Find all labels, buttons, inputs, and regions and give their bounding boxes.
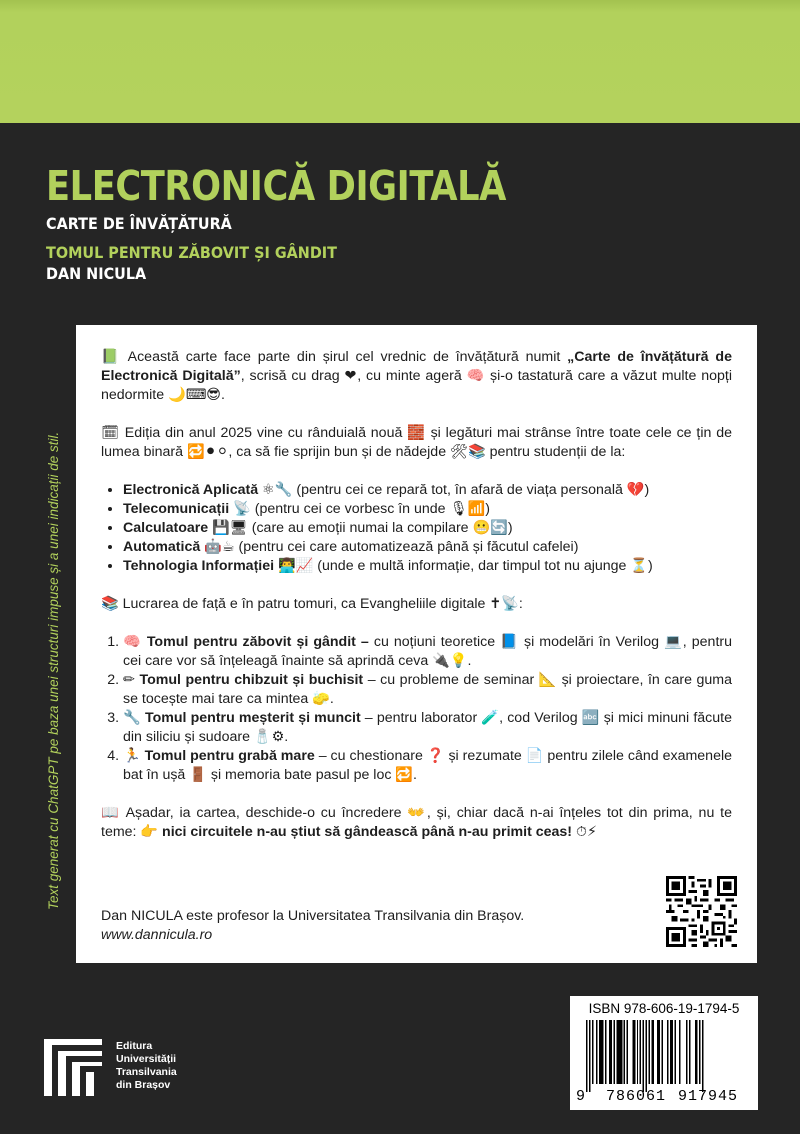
- program-desc: ⚛🔧 (pentru cei ce repară tot, în afară de viața personală 💔): [258, 482, 650, 498]
- edition-paragraph: 🗓 Ediția din anul 2025 vine cu rânduială nouă 🧱 și legături mai strânse între toate cele ce țin de lumea binară 🔁⚫⚪, ca să fie sprijin bun și de nădejde 🛠📚 pentru studenții de la:: [101, 425, 732, 460]
- volume-desc: cu noțiuni teoretice 📘 și modelări în Verilog 💻, pentru cei care vor să înțeleagă înainte să aprindă ceva 🔌💡.: [123, 634, 732, 669]
- publisher-line: Transilvania: [116, 1066, 177, 1078]
- program-name: Electronică Aplicată: [123, 482, 259, 498]
- intro-text: Această carte face parte din șirul cel vrednic de învățătură numit: [121, 349, 568, 365]
- list-item: [123, 519, 732, 538]
- volume-desc: – cu chestionare ❓ și rezumate 📄 pentru zilele când examenele bat în ușă 🚪 și memoria bate pasul pe loc 🔁.: [123, 748, 733, 783]
- intro-paragraph: [101, 348, 732, 405]
- program-desc: 📡 (pentru cei ce vorbesc în unde 🎙📶): [229, 501, 490, 517]
- top-green-band: [0, 0, 800, 123]
- volumes-intro: 📚 Lucrarea de față e în patru tomuri, ca Evangheliile digitale ✝📡:: [101, 596, 523, 612]
- program-desc: 💾🖥 (care au emoții numai la compilare 😬🔄): [208, 520, 513, 536]
- book-subtitle: CARTE DE ÎNVĂȚĂTURĂ: [46, 214, 232, 233]
- isbn-barcode: [570, 996, 758, 1110]
- side-note: Text generat cu ChatGPT pe baza unei structuri impuse și a unei indicații de stil.: [46, 431, 61, 910]
- program-name: Automatică: [123, 539, 201, 555]
- volume-desc: – pentru laborator 🧪, cod Verilog 🔤 și mici minuni făcute din siliciu și sudoare 🧂⚙.: [123, 710, 732, 745]
- program-name: Tehnologia Informației: [123, 558, 275, 574]
- closing-text: 📖 Așadar, ia cartea, deschide-o cu încredere 👐, și, chiar dacă n-ai înțeles tot din prima, nu te teme: 👉: [101, 805, 732, 840]
- volume-icon: ✏: [123, 672, 140, 688]
- publisher-logo-icon: [44, 1039, 102, 1096]
- list-item: [123, 709, 732, 747]
- book-icon: 📗: [101, 349, 122, 365]
- qr-code-icon[interactable]: [666, 876, 737, 947]
- list-item: [123, 500, 732, 519]
- programs-list: [123, 481, 732, 576]
- publisher-line: Editura: [116, 1040, 153, 1052]
- volumes-list: [123, 633, 732, 785]
- volume-name: Tomul pentru grabă mare: [144, 748, 315, 764]
- program-name: Telecomunicații: [123, 501, 230, 517]
- list-item: [123, 747, 732, 785]
- closing-bold: nici circuitele n-au știut să gândească până n-au primit ceas!: [162, 824, 573, 840]
- isbn-label: ISBN 978-606-19-1794-5: [588, 1001, 740, 1016]
- author-bio: [101, 907, 524, 945]
- barcode-digits-right: 917945: [678, 1088, 739, 1105]
- bio-line: Dan NICULA este profesor la Universitatea Transilvania din Brașov.: [101, 908, 525, 924]
- book-title: ELECTRONICĂ DIGITALĂ: [46, 162, 506, 210]
- volume-desc: – cu probleme de seminar 📐 și proiectare, în care guma se tocește mai tare ca mintea 🧽.: [123, 672, 733, 707]
- list-item: [123, 671, 732, 709]
- cover-header: [46, 162, 581, 283]
- program-desc: 👨‍💻📈 (unde e multă informație, dar timpul tot nu ajunge ⏳): [274, 558, 653, 574]
- barcode-icon: [576, 1020, 752, 1092]
- publisher-line: din Brașov: [116, 1079, 171, 1091]
- volume-icon: 🏃: [123, 748, 145, 764]
- volume-name: Tomul pentru chibzuit și buchisit: [139, 672, 364, 688]
- volume-icon: 🔧: [123, 710, 145, 726]
- author-website[interactable]: www.dannicula.ro: [101, 927, 213, 943]
- publisher-line: Universității: [116, 1053, 177, 1065]
- list-item: [123, 538, 732, 557]
- list-item: [123, 481, 732, 500]
- closing-paragraph: [101, 804, 732, 842]
- list-item: [123, 633, 732, 671]
- series-name: „Carte de învățătură de Electronică Digitală”: [101, 349, 732, 384]
- volume-name: Tomul pentru meșterit și muncit: [144, 710, 361, 726]
- program-desc: 🤖☕ (pentru cei care automatizează până și făcutul cafelei): [200, 539, 579, 555]
- closing-text-end: ⏱⚡: [572, 824, 598, 840]
- barcode-digits-left: 786061: [606, 1088, 667, 1105]
- description-panel: [76, 325, 757, 963]
- volume-name: Tomul pentru zăbovit și gândit –: [146, 634, 369, 650]
- volume-icon: 🧠: [123, 634, 147, 650]
- barcode-digit-first: 9: [576, 1088, 586, 1105]
- author-name: DAN NICULA: [46, 264, 147, 283]
- list-item: [123, 557, 732, 576]
- intro-text-end: , scrisă cu drag ❤, cu minte ageră 🧠 și-o tastatură care a văzut multe nopți nedormite 🌙⌨😎.: [101, 368, 733, 403]
- volume-title: TOMUL PENTRU ZĂBOVIT ȘI GÂNDIT: [46, 243, 337, 262]
- program-name: Calculatoare: [123, 520, 209, 536]
- publisher-name: [116, 1040, 177, 1092]
